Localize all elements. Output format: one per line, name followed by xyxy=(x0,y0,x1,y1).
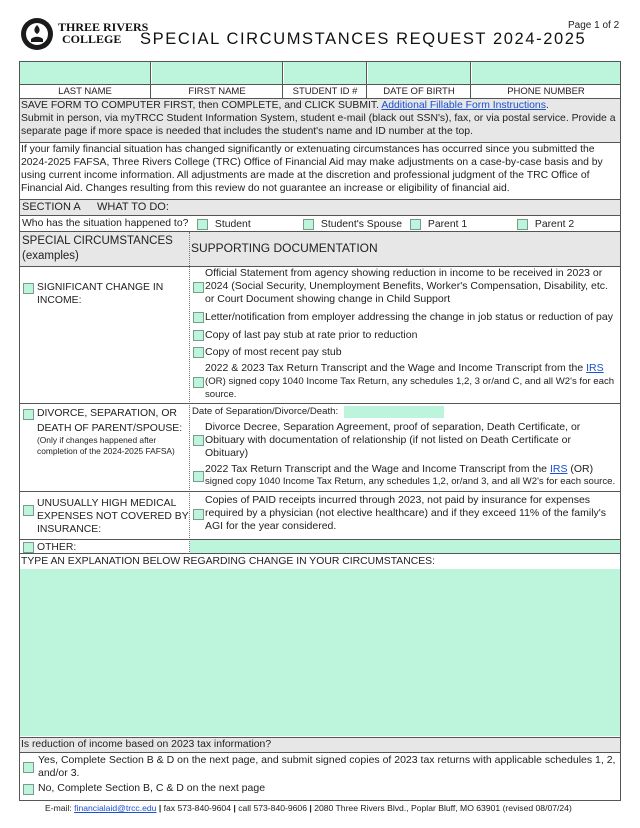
option-parent2-label: Parent 2 xyxy=(534,219,575,230)
date-of-separation-label: Date of Separation/Divorce/Death: xyxy=(192,406,339,417)
income-tax-line1-text: 2022 & 2023 Tax Return Transcript and the Wage and Income Transcript from the xyxy=(205,362,584,374)
date-of-birth-label: DATE OF BIRTH xyxy=(368,85,471,98)
date-of-birth-input[interactable] xyxy=(368,62,471,84)
option-student-label: Student xyxy=(214,219,251,230)
income-doc4-checkbox[interactable] xyxy=(193,347,204,358)
college-logo xyxy=(20,17,54,51)
medical-doc-line1: Copies of PAID receipts incurred through 2023, not paid by insurance for expenses xyxy=(205,494,591,506)
footer-email-label: E-mail: xyxy=(45,803,72,813)
instructions-line1 xyxy=(21,99,619,112)
footer-email-link[interactable]: financialaid@trcc.edu xyxy=(74,803,157,813)
income-tax-line3: source. xyxy=(205,389,237,400)
reduction-no: No, Complete Section B, C & D on the next page xyxy=(38,782,266,794)
footer: E-mail: financialaid@trcc.edu | fax 573-840-9604 | call 573-840-9606 | 2080 Three Rivers Blvd., Poplar Bluff, MO 63901 (revised 08/07/24) xyxy=(45,803,572,813)
divorce-label-line1: DIVORCE, SEPARATION, OR xyxy=(37,408,177,419)
page-number: Page 1 of 2 xyxy=(568,20,620,31)
option-parent2[interactable] xyxy=(517,218,574,231)
divorce-row xyxy=(23,407,188,457)
instructions-period: . xyxy=(545,100,549,111)
parent2-checkbox[interactable] xyxy=(517,219,528,230)
divorce-doc1 xyxy=(205,421,620,460)
income-tax-line1 xyxy=(205,362,620,375)
circumstances-header-line1: SPECIAL CIRCUMSTANCES xyxy=(22,235,173,247)
other-checkbox[interactable] xyxy=(23,542,34,553)
income-doc2-checkbox[interactable] xyxy=(193,312,204,323)
college-seal-icon xyxy=(20,17,54,51)
income-doc3-checkbox[interactable] xyxy=(193,330,204,341)
income-change-label-line1: SIGNIFICANT CHANGE IN xyxy=(37,282,164,293)
footer-address: 2080 Three Rivers Blvd., Poplar Bluff, MO 63901 xyxy=(314,803,501,813)
divorce-doc1-checkbox[interactable] xyxy=(193,435,204,446)
circumstances-header-line2: (examples) xyxy=(22,250,79,262)
divorce-checkbox[interactable] xyxy=(23,409,34,420)
medical-row xyxy=(23,497,189,536)
medical-checkbox[interactable] xyxy=(23,505,34,516)
college-name-line2: COLLEGE xyxy=(62,32,122,46)
income-change-row xyxy=(23,281,163,307)
student-checkbox[interactable] xyxy=(197,219,208,230)
first-name-label: FIRST NAME xyxy=(152,85,283,98)
student-id-label: STUDENT ID # xyxy=(284,85,367,98)
option-spouse[interactable] xyxy=(303,218,402,231)
income-doc4: Copy of most recent pay stub xyxy=(205,346,342,358)
other-label: OTHER: xyxy=(37,542,77,553)
income-doc2: Letter/notification from employer addressing the change in job status or reduction of pay xyxy=(205,311,613,323)
instructions-save-text: SAVE FORM TO COMPUTER FIRST, then COMPLETE, and CLICK SUBMIT. xyxy=(21,100,379,111)
medical-label-line3: INSURANCE: xyxy=(37,524,102,535)
explanation-textarea[interactable] xyxy=(20,569,620,736)
income-irs-link[interactable]: IRS xyxy=(586,362,604,374)
date-of-separation-input[interactable] xyxy=(344,406,444,418)
column-divider xyxy=(189,232,190,552)
instructions-submit-text: Submit in person, via myTRCC Student Information System, student e-mail (black out SSN's), fax, or via postal service. Provide a separate page if more space is needed that includes the student's name and ID number at the top. xyxy=(21,113,616,137)
intro-paragraph: If your family financial situation has changed significantly or extenuating circumstances has occurred since you submitted the 2024-2025 FAFSA, Three Rivers College (TRC) Office of Financial Aid may make adjustments on a case-by-case basis and by using current income information. All adjustments are made at the discretion and professional judgment of the TRC Office of Financial Aid. Changes resulting from this review do not guarantee an increase or eligibility of financial aid. xyxy=(21,144,603,194)
phone-number-label: PHONE NUMBER xyxy=(507,86,585,97)
medical-doc-line3: AGI for the year considered. xyxy=(205,520,337,532)
income-tax-doc xyxy=(205,362,620,401)
footer-fax: fax 573-840-9604 xyxy=(163,803,231,813)
college-name-line1: THREE RIVERS xyxy=(58,20,149,34)
divorce-doc1-line3: Obituary) xyxy=(205,447,249,459)
option-parent1[interactable] xyxy=(410,218,467,231)
parent1-checkbox[interactable] xyxy=(410,219,421,230)
divorce-tax-line1-text: 2022 Tax Return Transcript and the Wage and Income Transcript from the xyxy=(205,463,548,475)
option-spouse-label: Student's Spouse xyxy=(320,219,403,230)
reduction-no-checkbox[interactable] xyxy=(23,784,34,795)
spouse-checkbox[interactable] xyxy=(303,219,314,230)
divorce-tax-doc xyxy=(205,463,620,488)
last-name-label: LAST NAME xyxy=(20,85,151,98)
divorce-tax-line1 xyxy=(205,463,620,476)
divorce-doc1-line1: Divorce Decree, Separation Agreement, proof of separation, Death Certificate, or xyxy=(205,421,581,433)
income-doc1-line2: 2024 (Social Security, Unemployment Benefits, Worker's Compensation, Disability, etc. xyxy=(205,280,608,292)
reduction-yes-line1: Yes, Complete Section B & D on the next page, and submit signed copies of 2023 tax returns with applicable schedules 1, 2, xyxy=(38,754,616,766)
divorce-doc1-line2: Obituary with documentation of relationship (if not listed on Death Certificate or xyxy=(205,434,571,446)
footer-revised: (revised 08/07/24) xyxy=(502,803,572,813)
option-student[interactable] xyxy=(197,218,251,231)
medical-label-line1: UNUSUALLY HIGH MEDICAL xyxy=(37,498,177,509)
reduction-question: Is reduction of income based on 2023 tax information? xyxy=(21,739,272,750)
page-title: SPECIAL CIRCUMSTANCES REQUEST 2024-2025 xyxy=(140,30,587,48)
phone-number-input[interactable] xyxy=(472,62,620,84)
reduction-yes-line2: and/or 3. xyxy=(38,767,80,779)
income-doc1-line1: Official Statement from agency showing reduction in income to be received in 2023 or xyxy=(205,267,603,279)
income-doc1-line3: or Court Document showing change in Child Support xyxy=(205,293,451,305)
option-parent1-label: Parent 1 xyxy=(427,219,468,230)
student-id-input[interactable] xyxy=(284,62,367,84)
who-question: Who has the situation happened to? xyxy=(22,218,189,229)
divorce-irs-link[interactable]: IRS xyxy=(549,463,568,475)
divorce-note-line2: completion of the 2024-2025 FAFSA) xyxy=(37,446,175,456)
medical-doc-checkbox[interactable] xyxy=(193,509,204,520)
what-to-do-label: WHAT TO DO: xyxy=(97,201,169,213)
income-doc1-checkbox[interactable] xyxy=(193,282,204,293)
divorce-label-line2: DEATH OF PARENT/SPOUSE: xyxy=(37,423,183,434)
income-doc1 xyxy=(205,267,620,306)
medical-doc-line2: required by a physician (not elective healthcare) and if they exceed 11% of the family's xyxy=(205,507,607,519)
reduction-yes-checkbox[interactable] xyxy=(23,762,34,773)
income-change-checkbox[interactable] xyxy=(23,283,34,294)
income-change-label-line2: INCOME: xyxy=(37,295,82,306)
documentation-header: SUPPORTING DOCUMENTATION xyxy=(191,241,378,255)
section-a-label: SECTION A xyxy=(22,201,81,213)
divorce-tax-or: (OR) xyxy=(570,463,594,475)
income-tax-line2: (OR) signed copy 1040 Income Tax Return, any schedules 1,2, 3 or/and C, and all W2's for each xyxy=(205,376,615,387)
reduction-yes xyxy=(38,754,618,780)
fillable-instructions-link[interactable]: Additional Fillable Form Instructions xyxy=(381,100,546,111)
income-tax-checkbox[interactable] xyxy=(193,377,204,388)
last-name-input[interactable] xyxy=(20,62,151,84)
medical-doc xyxy=(205,494,620,533)
circumstances-header xyxy=(22,234,173,264)
divorce-tax-line2: signed copy 1040 Income Tax Return, any schedules 1,2, or/and 3, and all W2's for each source. xyxy=(205,476,616,487)
other-input[interactable] xyxy=(190,540,620,553)
explanation-label: TYPE AN EXPLANATION BELOW REGARDING CHANGE IN YOUR CIRCUMSTANCES: xyxy=(21,556,435,567)
divorce-tax-checkbox[interactable] xyxy=(193,471,204,482)
divorce-note-line1: (Only if changes happened after xyxy=(37,435,157,445)
footer-call: call 573-840-9606 xyxy=(238,803,307,813)
medical-label-line2: EXPENSES NOT COVERED BY xyxy=(37,511,189,522)
income-doc3: Copy of last pay stub at rate prior to reduction xyxy=(205,329,418,341)
first-name-input[interactable] xyxy=(152,62,283,84)
